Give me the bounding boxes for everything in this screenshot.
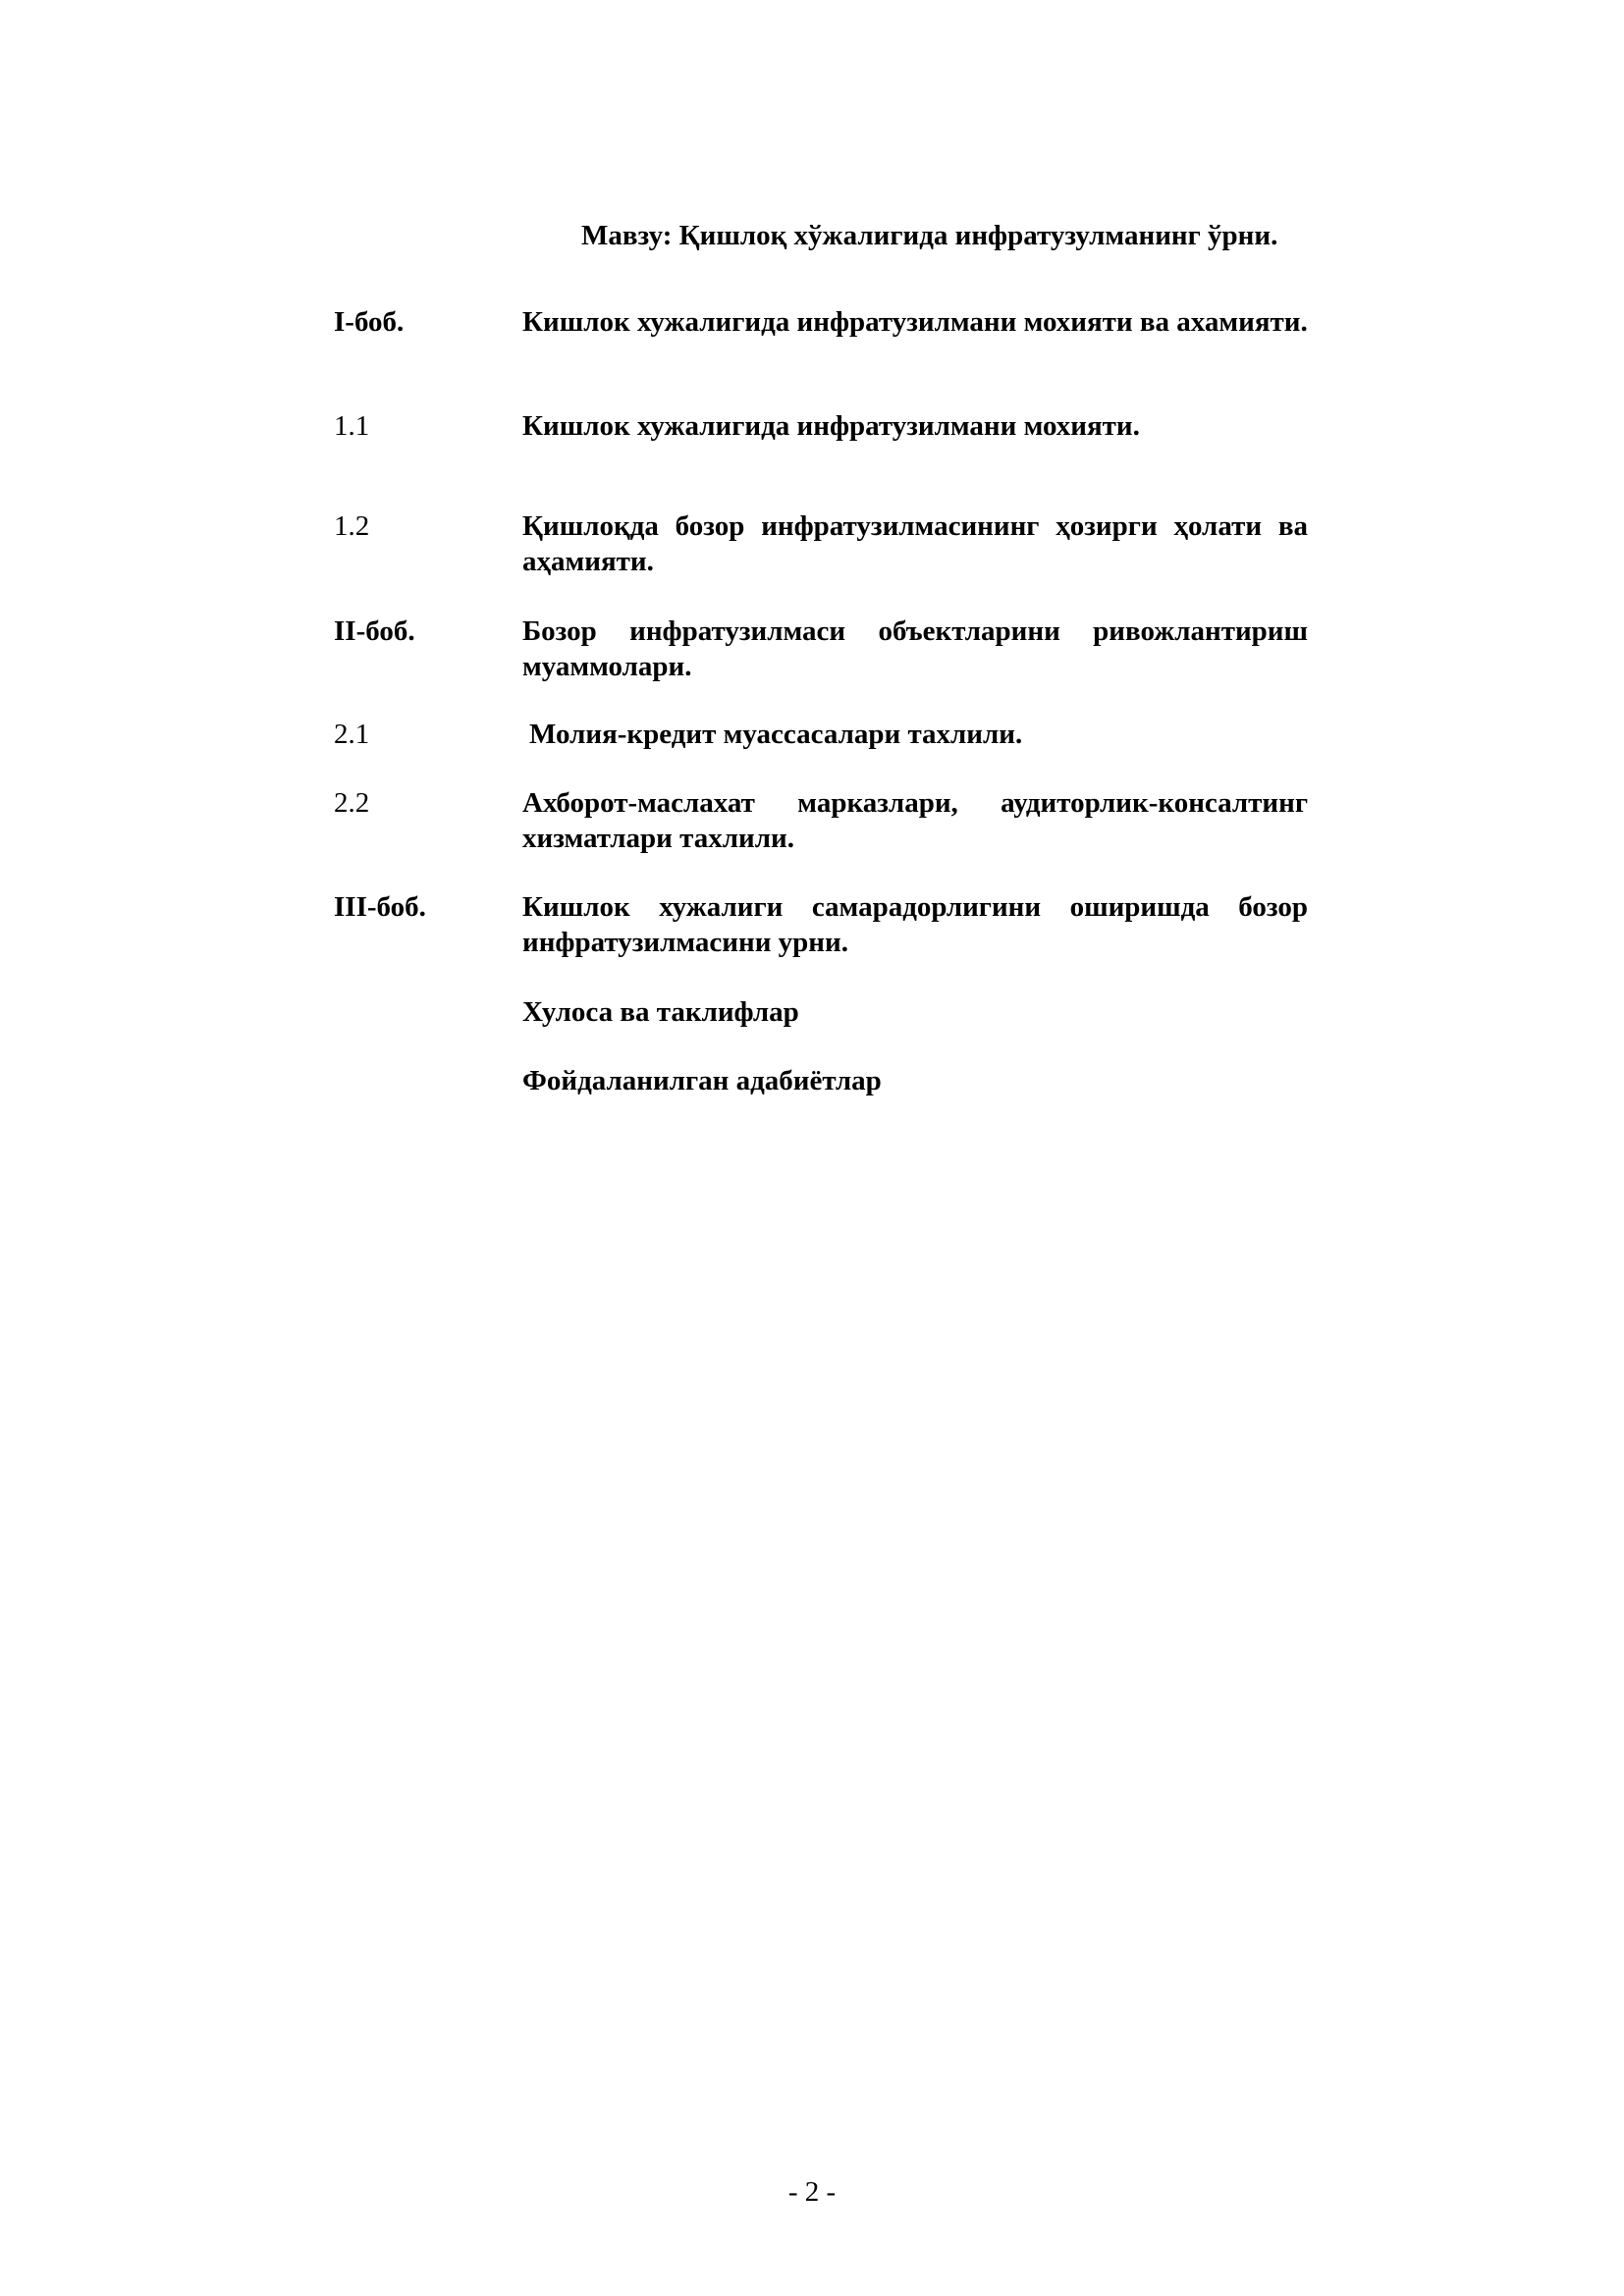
toc-entry-number: II-боб. xyxy=(334,615,415,647)
toc-entry-text: Хулоса ва таклифлар xyxy=(522,996,799,1028)
toc-entry-text: Фойдаланилган адабиётлар xyxy=(522,1065,882,1096)
toc-entry-text: Ахборот-маслахат марказлари, аудиторлик-консалтинг хизматлари тахлили. xyxy=(522,787,1308,854)
toc-entry-number: I-боб. xyxy=(334,306,405,338)
toc-entry-number: 2.1 xyxy=(334,719,370,750)
toc-entry-text: Бозор инфратузилмаси объектларини ривожлантириш муаммолари. xyxy=(522,615,1308,682)
toc-entry-text: Кишлок хужалиги самарадорлигини оширишда бозор инфратузилмасини урни. xyxy=(522,891,1308,958)
toc-entry-number: 2.2 xyxy=(334,787,370,819)
toc-entry-number: 1.1 xyxy=(334,410,370,442)
toc-entry-text: Кишлок хужалигида инфратузилмани мохияти. xyxy=(522,410,1140,442)
toc-entry-text: Кишлок хужалигида инфратузилмани мохияти ва ахамияти. xyxy=(522,306,1308,338)
toc-entry-text: Қишлоқда бозор инфратузилмасининг ҳозирги ҳолати ва аҳамияти. xyxy=(522,510,1308,577)
document-title: Мавзу: Қишлоқ хўжалигида инфратузулманинг ўрни. xyxy=(581,220,1278,251)
toc-entry-number: III-боб. xyxy=(334,891,426,923)
page-number: - 2 - xyxy=(787,2176,837,2208)
toc-entry-text: Молия-кредит муассасалари тахлили. xyxy=(529,719,1023,750)
toc-entry-number: 1.2 xyxy=(334,510,370,542)
